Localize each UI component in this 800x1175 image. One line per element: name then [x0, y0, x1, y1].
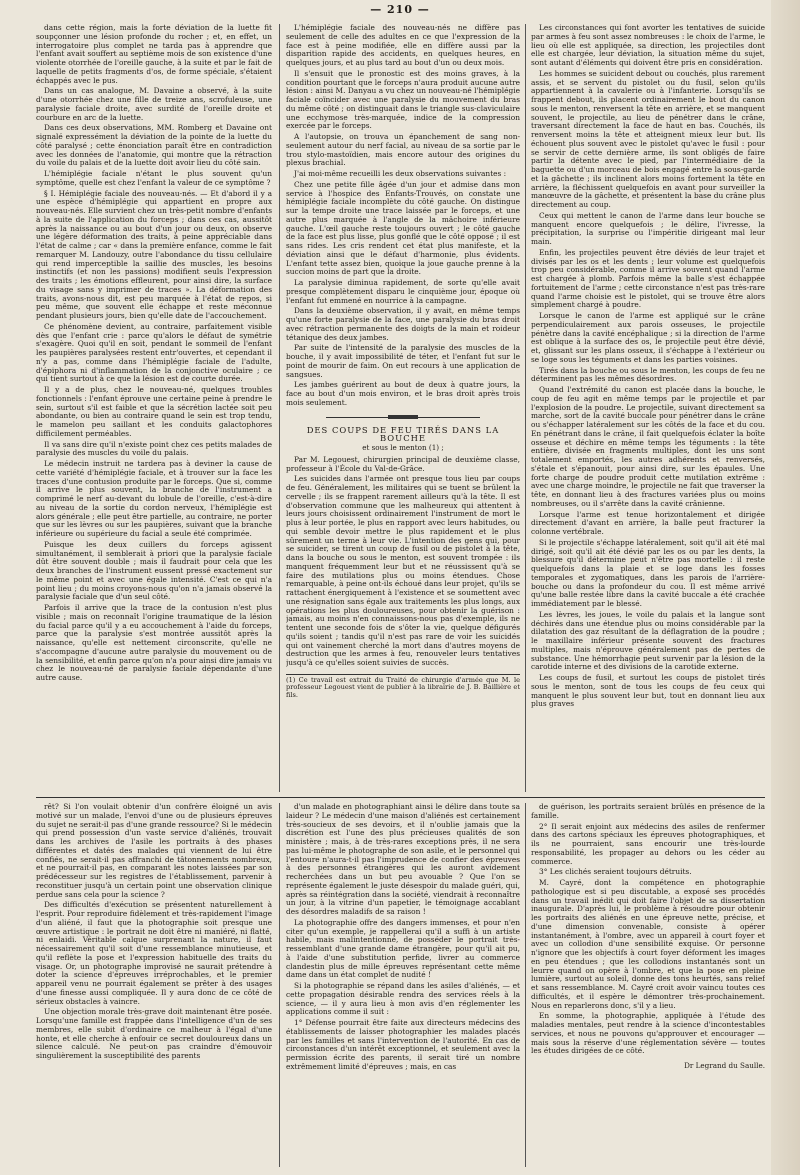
paragraph: Les hommes se suicident debout ou couchés, plus rarement assis, et se servent du pistolet ou du fusil, selon qu'ils appartiennent à la cavalerie ou à l'infanterie. Lorsqu'ils se frappent debout, ils placent ordinairement le bout du canon sous le menton, renversent la tête en arrière, et se manquent souvent, le projectile, au lieu de pénétrer dans le crâne, traversant directement la face de haut en bas. Couchés, ils renversent moins la tête et atteignent mieux leur but. Ils échouent plus souvent avec le pistolet qu'avec le fusil : pour se servir de cette dernière arme, ils sont obligés de faire partir la détente avec le pied, par l'intermédiaire de la baguette ou d'un morceau de bois engagé entre la sous-garde et la gâchette ; ils inclinent alors moins fortement la tête en arrière, la fléchissent quelquefois en avant pour surveiller la manœuvre de la gâchette, et présentent la base du crâne plus directement au coup. [531, 68, 765, 209]
paragraph: A l'autopsie, on trouva un épanchement de sang non-seulement autour du nerf facial, au niveau de sa sortie par le trou stylo-mastoïdien, mais encore autour des origines du plexus brachial. [286, 132, 520, 168]
top-column-1 [36, 24, 272, 792]
paragraph: Les lèvres, les joues, le voile du palais et la langue sont déchirés dans une étendue plus ou moins considérable par la dilatation des gaz résultant de la déflagration de la poudre ; le maxillaire inférieur présente souvent des fractures multiples, mais n'éprouve généralement pas de pertes de substance. Une hémorrhagie peut survenir par la lésion de la carotide interne et des divisions de la carotide externe. [531, 609, 765, 672]
bottom-column-2 [286, 803, 520, 1167]
paragraph: En somme, la photographie, appliquée à l'étude des maladies mentales, peut rendre à la science d'incontestables services, et nous ne pouvons qu'approuver et encourager — mais sous la réserve d'une réglementation sévère — toutes les études dirigées de ce côté. [531, 1011, 765, 1056]
paragraph: Lorsque l'arme est tenue horizontalement et dirigée directement d'avant en arrière, la balle peut fracturer la colonne vertébrale. [531, 509, 765, 536]
paragraph: Les coups de fusil, et surtout les coups de pistolet tirés sous le menton, sont de tous les coups de feu ceux qui manquent le plus souvent leur but, tout en donnant lieu aux plus graves [531, 673, 765, 709]
paragraph: dans cette région, mais la forte déviation de la luette fit soupçonner une lésion profonde du rocher ; et, en effet, un interrogatoire plus complet ne tarda pas à apprendre que l'enfant avait souffert au septième mois de son existence d'une violente otorrhée de l'oreille gauche, à la suite et par le fait de laquelle de petits fragments d'os, de forme spéciale, s'étaient échappés avec le pus. [36, 24, 272, 85]
paragraph: Il s'ensuit que le pronostic est des moins graves, à la condition pourtant que le forceps n'aura produit aucune autre lésion : ainsi M. Danyau a vu chez un nouveau-né l'hémiplégie faciale coïncider avec une paralysie du mouvement du bras du même côté ; on distinguait dans le triangle sus-claviculaire une ecchymose très-marquée, indice de la compression exercée par le forceps. [286, 68, 520, 131]
bottom-column-1 [36, 803, 272, 1167]
paragraph: L'hémiplégie faciale n'étant le plus souvent qu'un symptôme, quelle est chez l'enfant la valeur de ce symptôme ? [36, 169, 272, 187]
column-rule [279, 24, 280, 792]
paragraph: Dans la deuxième observation, il y avait, en même temps qu'une forte paralysie de la face, une paralysie du bras droit avec rétraction permanente des doigts de la main et roideur tétanique des deux jambes. [286, 306, 520, 342]
paragraph: Tirés dans la bouche ou sous le menton, les coups de feu ne déterminent pas les mêmes désordres. [531, 365, 765, 384]
top-column-3 [531, 24, 765, 792]
paragraph: M. Cayré, dont la compétence en photographie pathologique est si peu discutable, a exposé ses procédés dans un travail inédit qui doit faire l'objet de sa dissertation inaugurale. D'après lui, le problème à résoudre pour obtenir les portraits des aliénés en une épreuve nette, précise, et d'une dimension convenable, consiste à opérer instantanément, à l'ombre, avec un appareil à court foyer et avec un collodion d'une sensibilité exquise. Or personne n'ignore que les objectifs à court foyer déforment les images en peu étendues ; que les collodions instantanés sont un leurre quand on opère à l'ombre, et que la pose en pleine lumière, surtout au soleil, donne des tons heurtés, sans relief et sans ressemblance. M. Cayré croit avoir vaincu toutes ces difficultés, et il espère le démontrer très-prochainement. Nous en reparlerons donc, s'il y a lieu. [531, 878, 765, 1010]
paragraph: 3° Les clichés seraient toujours détruits. [539, 867, 692, 877]
paragraph: Chez une petite fille âgée d'un jour et admise dans mon service à l'hospice des Enfants-Trouvés, on constate une hémiplégie faciale incomplète du côté gauche. On distingue sur la tempe droite une trace laissée par le forceps, et une autre plus marquée à l'angle de la mâchoire inférieure gauche. L'œil gauche reste toujours ouvert ; le côté gauche de la face est plus lisse, plus gonflé que le côté opposé ; il est sans rides. Les cris rendent cet état plus manifeste, et la déviation ainsi que le défaut d'harmonie, plus évidents. L'enfant tette assez bien, quoique la joue gauche prenne à la succion moins de part que la droite. [286, 179, 520, 277]
paragraph: J'ai moi-même recueilli les deux observations suivantes : [294, 169, 507, 178]
paragraph: Les circonstances qui font avorter les tentatives de suicide par armes à feu sont assez nombreuses : le choix de l'arme, le lieu où elle est appliquée, sa direction, les projectiles dont elle est chargée, leur déviation, la situation même du sujet, sont autant d'éléments qui doivent être pris en considération. [531, 24, 765, 67]
paragraph: La photographie offre des dangers immenses, et pour n'en citer qu'un exemple, je rappellerai qu'il a suffi à un artiste habile, mais malintentionné, de posséder le portrait très-ressemblant d'une grande dame étrangère, pour qu'il ait pu, à l'aide d'une substitution perfide, livrer au commerce clandestin plus de mille épreuves représentant cette même dame dans un état complet de nudité ! [286, 917, 520, 980]
column-rule [525, 24, 526, 792]
paragraph: Lorsque le canon de l'arme est appliqué sur le crâne perpendiculairement aux parois osseuses, le projectile pénètre dans la cavité encéphalique ; si la direction de l'arme est oblique à la surface des os, le projectile peut être dévié, et, glissant sur les plans osseux, il s'échappe à l'extérieur ou se loge sous les téguments et dans les parties voisines. [531, 311, 765, 364]
paragraph: Dans un cas analogue, M. Davaine a observé, à la suite d'une otorrhée chez une fille de treize ans, scrofuleuse, une paralysie faciale droite, avec surdité de l'oreille droite et courbure en arc de la luette. [36, 86, 272, 122]
column-rule [279, 803, 280, 1167]
paragraph: Puisque les deux cuillers du forceps agissent simultanément, il semblerait à priori que la paralysie faciale dût être souvent double ; mais il faudrait pour cela que les deux branches de l'instrument eussent pressé exactement sur le même point et avec une égale intensité. C'est ce qui n'a point lieu ; du moins croyons-nous qu'on n'a jamais observé la paralysie faciale que d'un seul côté. [36, 539, 272, 602]
paragraph: Les jambes guérirent au bout de deux à quatre jours, la face au bout d'un mois environ, et le bras droit après trois mois seulement. [286, 380, 520, 407]
paragraph: Si la photographie se répand dans les asiles d'aliénés, — et cette propagation désirable rendra des services réels à la science, — il y aura lieu à mon avis d'en réglementer les applications comme il suit : [286, 981, 520, 1017]
column-rule [525, 803, 526, 1167]
paragraph: Dans ces deux observations, MM. Romberg et Davaine ont signalé expressément la déviation de la pointe de la luette du côté paralysé ; cette énonciation paraît être en contradiction avec les données de l'anatomie, qui montre que la rétraction du voile du palais et de la luette doit avoir lieu du côté sain. [36, 123, 272, 168]
paragraph: Parfois il arrive que la trace de la contusion n'est plus visible ; mais on reconnaît l'origine traumatique de la lésion du facial parce qu'il y a eu accouchement à l'aide du forceps, parce que la paralysie s'est montrée aussitôt après la naissance, qu'elle est nettement circonscrite, qu'elle ne s'accompagne d'aucune autre paralysie du mouvement ou de la sensibilité, et enfin parce qu'on n'a pour ainsi dire jamais vu chez le nouveau-né de paralysie faciale dépendante d'une autre cause. [36, 603, 272, 682]
paragraph: Ceux qui mettent le canon de l'arme dans leur bouche se manquent encore quelquefois ; le délire, l'ivresse, la précipitation, la surprise ou l'impéritie dirigeant mal leur main. [531, 210, 765, 246]
bottom-column-3 [531, 803, 765, 1167]
paragraph: Les suicides dans l'armée ont presque tous lieu par coups de feu. Généralement, les militaires qui se tuent se brûlent la cervelle ; ils se frappent rarement ailleurs qu'à la tête. Il est d'observation commune que les malheureux qui attentent à leurs jours choisissent ordinairement l'instrument de mort le plus à leur portée, le plus en rapport avec leurs habitudes, ou qui semble devoir mettre le plus rapidement et le plus sûrement un terme à leur vie. L'intention des gens qui, pour se suicider, se tirent un coup de fusil ou de pistolet à la tête, dans la bouche ou sous le menton, est souvent trompée : ils manquent fréquemment leur but et ne réussissent qu'à se faire des mutilations plus ou moins étendues. Chose remarquable, à peine ont-ils échoué dans leur projet, qu'ils se rattachent énergiquement à l'existence et se soumettent avec une résignation sans égale aux traitements les plus longs, aux opérations les plus douloureuses, pour obtenir la guérison : jamais, au moins n'en connaissons-nous pas d'exemple, ils ne tentent une seconde fois de s'ôter la vie, quelque défigurés qu'ils soient ; tandis qu'il n'est pas rare de voir les suicidés qui ont vainement cherché la mort dans d'autres moyens de destruction que les armes à feu, renouveler leurs tentatives jusqu'à ce qu'elles soient suivies de succès. [286, 474, 520, 667]
author-signature: Dr Legrand du Saulle. [684, 1061, 765, 1070]
article-subtitle: et sous le menton (1) ; [362, 443, 444, 452]
paragraph: Il y a de plus, chez le nouveau-né, quelques troubles fonctionnels : l'enfant éprouve une certaine peine à prendre le sein, surtout s'il est faible et que la sécrétion lactée soit peu abondante, ou bien au contraire quand le sein est trop tendu, le mamelon peu saillant et les conduits galactophores difficilement perméables. [36, 385, 272, 438]
paragraph: 2° Il serait enjoint aux médecins des asiles de renfermer dans des cartons spéciaux les épreuves photographiques, et ils ne pourraient, sans encourir une très-lourde responsabilité, les propager au dehors ou les céder au commerce. [531, 821, 765, 866]
section-divider [36, 797, 765, 798]
paragraph: Il va sans dire qu'il n'existe point chez ces petits malades de paralysie des muscles du voile du palais. [36, 439, 272, 458]
article-author: Par M. Legouest, chirurgien principal de deuxième classe, professeur à l'École du Val-de-Grâce. [286, 454, 520, 473]
paragraph: La paralysie diminua rapidement, de sorte qu'elle avait presque complètement disparu le cinquième jour, époque où l'enfant fut emmené en nourrice à la campagne. [286, 278, 520, 305]
paragraph: Des difficultés d'exécution se présentent naturellement à l'esprit. Pour reproduire fidèlement et très-rapidement l'image d'un aliéné, il faut que la photographie soit presque une œuvre artistique : le portrait ne doit être ni maniéré, ni flatté, ni enlaidi. Véritable calque surprenant la nature, il faut nécessairement qu'il soit d'une ressemblance minutieuse, et qu'il reflète la pose et l'expression habituelle des traits du visage. Or, un photographe improvisé ne saurait prétendre à doter la science d'épreuves irréprochables, et le premier appareil venu ne pourrait également se prêter à des usages d'une finesse aussi compliquée. Il y aura donc de ce côté de sérieux obstacles à vaincre. [36, 900, 272, 1006]
paragraph: L'hémiplégie faciale des nouveau-nés ne diffère pas seulement de celle des adultes en ce que l'expression de la face est à peine modifiée, elle en diffère aussi par la disparition rapide des accidents, en quelques heures, en quelques jours, et au plus tard au bout d'un ou deux mois. [286, 24, 520, 67]
paragraph: Si le projectile s'échappe latéralement, soit qu'il ait été mal dirigé, soit qu'il ait été dévié par les os ou par les dents, la blessure qu'il détermine peut n'être pas mortelle : il reste quelquefois dans la plaie et se loge dans les fosses temporales et zygomatiques, dans les parois de l'arrière-bouche ou dans la profondeur du cou. Il est même arrivé qu'une balle restée libre dans la cavité buccale a été crachée immédiatement par le blessé. [531, 537, 765, 608]
paragraph: § I. Hémiplégie faciale des nouveau-nés. — Et d'abord il y a une espèce d'hémiplégie qui appartient en propre aux nouveau-nés. Elle survient chez un très-petit nombre d'enfants à la suite de l'application du forceps ; dans ces cas, aussitôt après la naissance ou au bout d'un jour ou deux, on observe une légère déformation des traits, à peine appréciable dans l'état de calme ; car « dans la première enfance, comme le fait remarquer M. Landouzy, outre l'abondance du tissu cellulaire qui rend imperceptible la saillie des muscles, les besoins instinctifs (et non les passions) modifient seuls l'expression des traits ; les émotions effleurent, pour ainsi dire, la surface du visage sans y imprimer de traces ». La déformation des traits, avons-nous dit, est peu marquée à l'état de repos, si peu même, que souvent elle échappe et reste méconnue pendant plusieurs jours, bien qu'elle date de l'accouchement. [36, 188, 272, 320]
paragraph: Quand l'extrémité du canon est placée dans la bouche, le coup de feu agit en même temps par le projectile et par l'explosion de la poudre. Le projectile, suivant directement sa marche, sort de la cavité buccale pour pénétrer dans le crâne ou s'échapper latéralement sur les côtés de la face et du cou. En pénétrant dans le crâne, il fait quelquefois éclater la boîte osseuse et déchire en même temps les téguments : la tête entière, divisée en fragments multiples, dont les uns sont totalement emportés, les autres adhérents et renversés, s'étale et s'épanouit, pour ainsi dire, sur les épaules. Une forte charge de poudre produit cette mutilation extrême : avec une charge moindre, le projectile ne fait que traverser la tête, en donnant lieu à des fractures variées plus ou moins nombreuses, ou il s'arrête dans la cavité crânienne. [531, 385, 765, 508]
paragraph: Enfin, les projectiles peuvent être déviés de leur trajet et divisés par les os et les dents ; leur volume est quelquefois trop peu considérable, comme il arrive souvent quand l'arme est chargée à plomb. Parfois même la balle s'est échappée fortuitement de l'arme ; cette circonstance n'est pas très-rare quand l'arme choisie est le pistolet, qui se trouve être alors simplement chargé à poudre. [531, 247, 765, 310]
article-title: DES COUPS DE FEU TIRÉS DANS LA BOUCHE [306, 424, 500, 444]
footnote: (1) Ce travail est extrait du Traité de chirurgie d'armée que M. le professeur Legouest vient de publier à la librairie de J. B. Baillière et fils. [286, 675, 520, 699]
paragraph: d'un malade en photographiant ainsi le délire dans toute sa laideur ? Le médecin d'une maison d'aliénés est certainement très-soucieux de ses devoirs, et il n'oublie jamais que la discrétion est l'une des plus précieuses qualités de son ministère ; mais, à de très-rares exceptions près, il ne sera pas lui-même le photographe de son asile, et le personnel qui l'entoure n'aura-t-il pas l'imprudence de confier des épreuves à des personnes étrangères qui les auront avidement recherchées dans un but peu avouable ? Que l'on se représente également le juste désespoir du malade guéri, qui, après sa réintégration dans la société, viendrait à reconnaître un jour, à la vitrine d'un papetier, le témoignage accablant des désordres maladifs de sa raison ! [286, 803, 520, 916]
section-separator [326, 414, 480, 422]
paragraph: Le médecin instruit ne tardera pas à deviner la cause de cette variété d'hémiplégie faciale, et à trouver sur la face les traces d'une contusion produite par le forceps. Que si, comme il arrive le plus souvent, la branche de l'instrument a comprimé le nerf au-devant du lobule de l'oreille, c'est-à-dire au niveau de la sortie du cordon nerveux, l'hémiplégie est alors générale ; elle peut être partielle, au contraire, ne porter que sur les lèvres ou sur les paupières, suivant que la branche inférieure ou supérieure du facial a seule été comprimée. [36, 459, 272, 538]
page-edge [771, 0, 800, 1175]
paragraph: de guérison, les portraits seraient brûlés en présence de la famille. [531, 803, 765, 820]
paragraph: Ce phénomène devient, au contraire, parfaitement visible dès que l'enfant crie : parce qu'alors le défaut de symétrie s'exagère. Quoi qu'il en soit, pendant le sommeil de l'enfant les paupières paralysées restent entr'ouvertes, et cependant il n'y a pas, comme dans l'hémiplégie faciale de l'adulte, d'épiphora ni d'inflammation de la conjonctive oculaire ; ce qui tient surtout à ce que la lésion est de courte durée. [36, 321, 272, 384]
paragraph: Une objection morale très-grave doit maintenant être posée. Lorsqu'une famille est frappée dans l'intelligence d'un de ses membres, elle subit d'ordinaire ce malheur à l'égal d'une honte, et elle cherche à enfouir ce secret douloureux dans un silence calculé. Ne peut-on pas craindre d'émouvoir singulièrement la susceptibilité des parents [36, 1007, 272, 1060]
paragraph: Par suite de l'intensité de la paralysie des muscles de la bouche, il y avait impossibilité de téter, et l'enfant fut sur le point de mourir de faim. On eut recours à une application de sangsues. [286, 343, 520, 379]
top-column-2 [286, 24, 520, 792]
page-number: — 210 — [370, 3, 430, 16]
paragraph: 1° Défense pourrait être faite aux directeurs médecins des établissements de laisser photographier les malades placés par les familles et sans l'intervention de l'autorité. En cas de circonstances d'un intérêt exceptionnel, et seulement avec la permission écrite des parents, il serait tiré un nombre extrêmement limité d'épreuves ; mais, en cas [286, 1018, 520, 1071]
paragraph: rêt? Si l'on voulait obtenir d'un confrère éloigné un avis motivé sur un malade, l'envoi d'une ou de plusieurs épreuves du sujet ne serait-il pas d'une grande ressource? Si le médecin qui prend possession d'un vaste service d'aliénés, trouvait dans les archives de l'asile les portraits à des phases différentes et datés des malades qui viennent de lui être confiés, ne serait-il pas affranchi de tâtonnements nombreux, et ne pourrait-il pas, en comparant les notes laissées par son prédécesseur sur les registres de l'établissement, parvenir à reconstituer jusqu'à un certain point une observation clinique perdue sans cela pour la science ? [36, 803, 272, 899]
